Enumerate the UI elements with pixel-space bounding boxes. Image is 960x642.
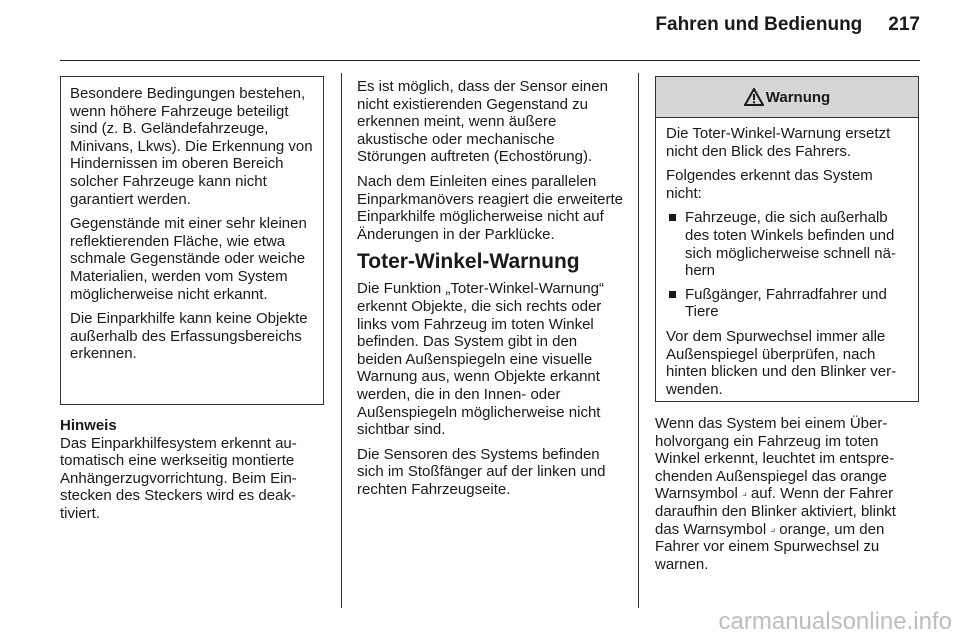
hint-title: Hinweis [60, 417, 117, 434]
warning-title: Warnung [765, 88, 831, 106]
warning-triangle-icon [744, 88, 764, 106]
watermark: carmanualsonline.info [718, 608, 952, 635]
warning-list [666, 209, 910, 321]
warning-box [655, 76, 919, 402]
middle-paragraph-1: Es ist möglich, dass der Sensor einen nicht existierenden Gegenstand zu erkennen meint, wenn äußere akustische oder mechanische Störungen auftreten (Echostörung). [357, 78, 608, 166]
chapter-title: Fahren und Bedienung [655, 14, 863, 35]
middle-column [357, 78, 623, 505]
blind-spot-symbol-icon: ⟓ [770, 523, 776, 535]
warning-list-item: Fußgänger, Fahrradfahrer und Tiere [666, 286, 910, 321]
section-paragraph-2: Die Sensoren des Systems befinden sich im Stoßfänger auf der linken und rechten Fahrzeugseite. [357, 445, 606, 498]
section-paragraph-1: Die Funktion „Toter-Winkel-Warnung“ erkennt Objekte, die sich rechts oder links vom Fahrzeug im toten Winkel befinden. Das System gibt in den beiden Außenspiegeln eine visuelle Warnung aus, wenn Objekte erkannt werden, die in den Innen- oder Außenspiegeln möglicherweise nicht sichtbar sind. [357, 280, 605, 439]
note-paragraph-1: Besondere Bedingungen bestehen, wenn höhere Fahrzeuge beteiligt sind (z. B. Geländefahrzeuge, Minivans, Lkws). Die Erkennung von Hindernissen im oberen Bereich solcher Fahrzeuge kann nicht garantiert werden. [70, 85, 313, 208]
warning-paragraph-2: Folgendes erkennt das System nicht: [666, 167, 873, 202]
hint-text: Das Einparkhilfesystem erkennt automatisch eine werkseitig montierte Anhängerzugvorrichtung. Beim Einstecken des Steckers wird es deaktiviert. [60, 434, 297, 522]
note-box [60, 76, 324, 405]
middle-paragraph-2: Nach dem Einleiten eines parallelen Einparkmanövers reagiert die erweiterte Einparkhilfe möglicherweise nicht auf Änderungen in der Parklücke. [357, 172, 623, 243]
hint-block [60, 417, 328, 523]
note-paragraph-3: Die Einparkhilfe kann keine Objekte außerhalb des Erfassungsbereichs erkennen. [70, 310, 308, 363]
page-header [655, 14, 920, 36]
warning-list-item: Fahrzeuge, die sich außerhalb des toten Winkels befinden und sich möglicherweise schnell nähern [666, 209, 910, 279]
header-rule [60, 60, 920, 61]
page-number: 217 [888, 14, 920, 35]
warning-body [656, 118, 918, 398]
text-part-1: Wenn das System bei einem Überholvorgang ein Fahrzeug im toten Winkel erkennt, leuchtet im entsprechenden Außenspiegel das orange Warnsymbol [655, 415, 895, 503]
warning-paragraph-3: Vor dem Spurwechsel immer alle Außenspiegel überprüfen, nach hinten blicken und den Blinker verwenden. [666, 327, 897, 398]
column-divider-2 [638, 73, 639, 608]
text-part-3: orange, um den Fahrer vor einem Spurwechsel zu warnen. [655, 520, 885, 573]
blind-spot-symbol-icon: ⟓ [741, 488, 747, 500]
text-part-2: auf. Wenn der Fahrer daraufhin den Blinker aktiviert, blinkt das Warnsymbol [655, 485, 896, 538]
warning-paragraph-1: Die Toter-Winkel-Warnung ersetzt nicht den Blick des Fahrers. [666, 125, 891, 160]
note-paragraph-2: Gegenstände mit einer sehr kleinen reflektierenden Fläche, wie etwa schmale Gegenstände oder weiche Materialien, werden vom System möglicherweise nicht erkannt. [70, 215, 307, 303]
right-column-text [655, 415, 923, 573]
warning-header [656, 77, 918, 118]
section-title: Toter-Winkel-Warnung [357, 250, 580, 274]
blind-spot-paragraph [655, 415, 923, 573]
column-divider-1 [341, 73, 342, 608]
